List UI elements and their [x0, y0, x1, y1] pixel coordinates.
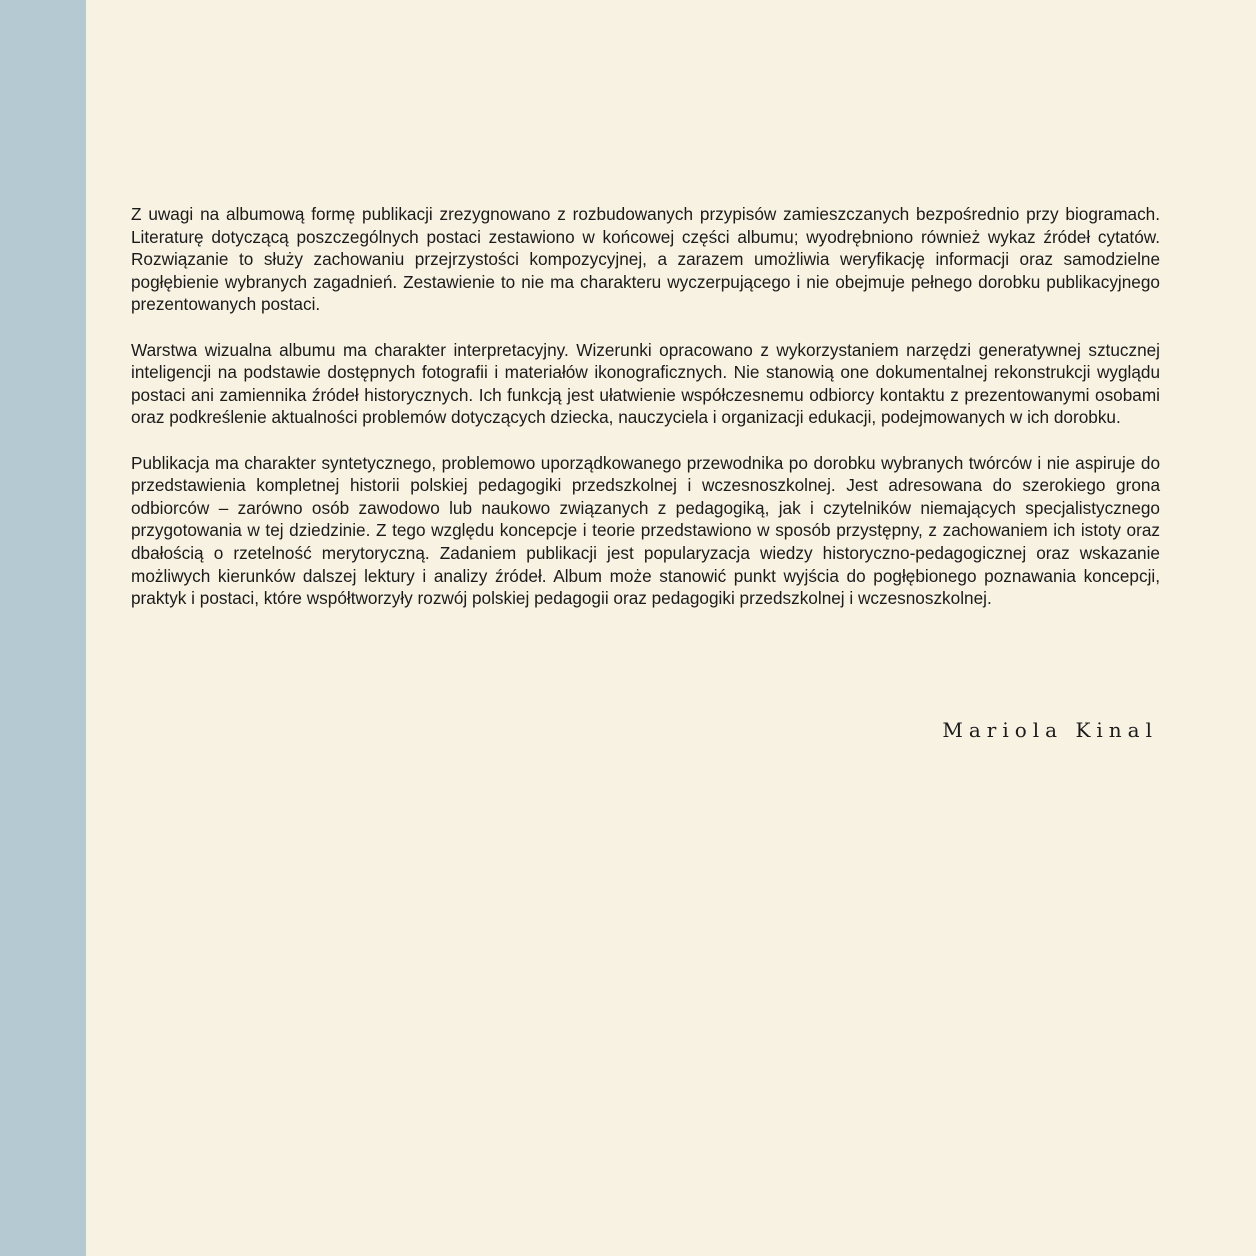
document-page	[86, 0, 1256, 1256]
author-signature: Mariola Kinal	[942, 718, 1158, 742]
paragraph-1: Z uwagi na albumową formę publikacji zrezygnowano z rozbudowanych przypisów zamieszczanych bezpośrednio przy biogramach. Literaturę dotyczącą poszczególnych postaci zestawiono w końcowej części albumu; wyodrębniono również wykaz źródeł cytatów. Rozwiązanie to służy zachowaniu przejrzystości kompozycyjnej, a zarazem umożliwia weryfikację informacji oraz samodzielne pogłębienie wybranych zagadnień. Zestawienie to nie ma charakteru wyczerpującego i nie obejmuje pełnego dorobku publikacyjnego prezentowanych postaci.	[131, 204, 1160, 315]
side-color-band	[0, 0, 86, 1256]
body-text	[131, 203, 1160, 632]
paragraph-3: Publikacja ma charakter syntetycznego, problemowo uporządkowanego przewodnika po dorobku wybranych twórców i nie aspiruje do przedstawienia kompletnej historii polskiej pedagogiki przedszkolnej i wczesnoszkolnej. Jest adresowana do szerokiego grona odbiorców – zarówno osób zawodowo lub naukowo związanych z pedagogiką, jak i czytelników niemających specjalistycznego przygotowania w tej dziedzinie. Z tego względu koncepcje i teorie przedstawiono w sposób przystępny, z zachowaniem ich istoty oraz dbałością o rzetelność merytoryczną. Zadaniem publikacji jest popularyzacja wiedzy historyczno-pedagogicznej oraz wskazanie możliwych kierunków dalszej lektury i analizy źródeł. Album może stanowić punkt wyjścia do pogłębionego poznawania koncepcji, praktyk i postaci, które współtworzyły rozwój polskiej pedagogii oraz pedagogiki przedszkolnej i wczesnoszkolnej.	[131, 452, 1160, 609]
paragraph-2: Warstwa wizualna albumu ma charakter interpretacyjny. Wizerunki opracowano z wykorzystaniem narzędzi generatywnej sztucznej inteligencji na podstawie dostępnych fotografii i materiałów ikonograficznych. Nie stanowią one dokumentalnej rekonstrukcji wyglądu postaci ani zamiennika źródeł historycznych. Ich funkcją jest ułatwienie współczesnemu odbiorcy kontaktu z prezentowanymi osobami oraz podkreślenie aktualności problemów dotyczących dziecka, nauczyciela i organizacji edukacji, podejmowanych w ich dorobku.	[131, 339, 1160, 428]
